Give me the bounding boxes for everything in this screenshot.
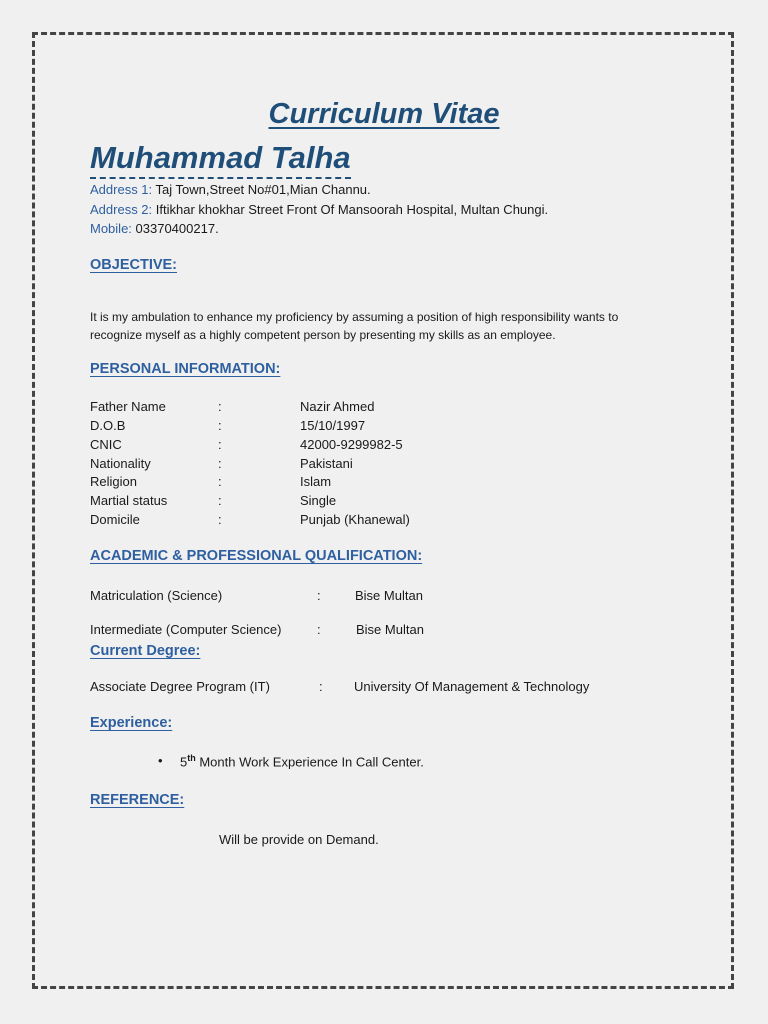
mobile: Mobile: 03370400217. xyxy=(90,221,219,236)
candidate-name: Muhammad Talha xyxy=(90,140,351,179)
current-degree-heading: Current Degree: xyxy=(90,643,201,659)
academic-sep: : xyxy=(317,622,321,637)
personal-value: Islam xyxy=(300,474,332,489)
personal-label: Nationality xyxy=(90,456,151,471)
objective-text xyxy=(90,308,690,344)
address-1: Address 1: Taj Town,Street No#01,Mian Channu. xyxy=(90,182,371,197)
academic-label: Intermediate (Computer Science) xyxy=(90,622,282,637)
personal-info-heading: PERSONAL INFORMATION: xyxy=(90,361,281,377)
academic-value: Bise Multan xyxy=(356,622,424,637)
personal-value: Punjab (Khanewal) xyxy=(300,512,410,527)
personal-value: Pakistani xyxy=(300,456,353,471)
personal-value: Nazir Ahmed xyxy=(300,399,375,414)
academic-heading: ACADEMIC & PROFESSIONAL QUALIFICATION: xyxy=(90,548,423,564)
address-2: Address 2: Iftikhar khokhar Street Front Of Mansoorah Hospital, Multan Chungi. xyxy=(90,202,549,217)
personal-sep: : xyxy=(218,493,222,508)
objective-line: It is my ambulation to enhance my proficiency by assuming a position of high responsibility wants to xyxy=(90,310,619,324)
personal-sep: : xyxy=(218,474,222,489)
personal-sep: : xyxy=(218,437,222,452)
academic-label: Matriculation (Science) xyxy=(90,588,223,603)
personal-label: Religion xyxy=(90,474,137,489)
personal-label: Father Name xyxy=(90,399,166,414)
personal-value: 42000-9299982-5 xyxy=(300,437,403,452)
personal-sep: : xyxy=(218,399,222,414)
personal-label: Martial status xyxy=(90,493,168,508)
degree-value: University Of Management & Technology xyxy=(354,679,590,694)
degree-label: Associate Degree Program (IT) xyxy=(90,679,270,694)
personal-sep: : xyxy=(218,512,222,527)
objective-line: recognize myself as a highly competent person by presenting my skills as an employee. xyxy=(90,328,556,342)
objective-heading: OBJECTIVE: xyxy=(90,257,178,273)
experience-bullet: • xyxy=(158,753,163,768)
academic-value: Bise Multan xyxy=(355,588,423,603)
personal-label: D.O.B xyxy=(90,418,126,433)
academic-sep: : xyxy=(317,588,321,603)
personal-value: 15/10/1997 xyxy=(300,418,366,433)
experience-item: 5th Month Work Experience In Call Center. xyxy=(180,753,424,770)
document-title: Curriculum Vitae xyxy=(268,98,500,130)
personal-label: Domicile xyxy=(90,512,140,527)
personal-label: CNIC xyxy=(90,437,122,452)
personal-value: Single xyxy=(300,493,337,508)
reference-heading: REFERENCE: xyxy=(90,792,185,808)
degree-sep: : xyxy=(319,679,323,694)
personal-sep: : xyxy=(218,456,222,471)
personal-sep: : xyxy=(218,418,222,433)
reference-text: Will be provide on Demand. xyxy=(219,832,379,847)
experience-heading: Experience: xyxy=(90,715,173,731)
